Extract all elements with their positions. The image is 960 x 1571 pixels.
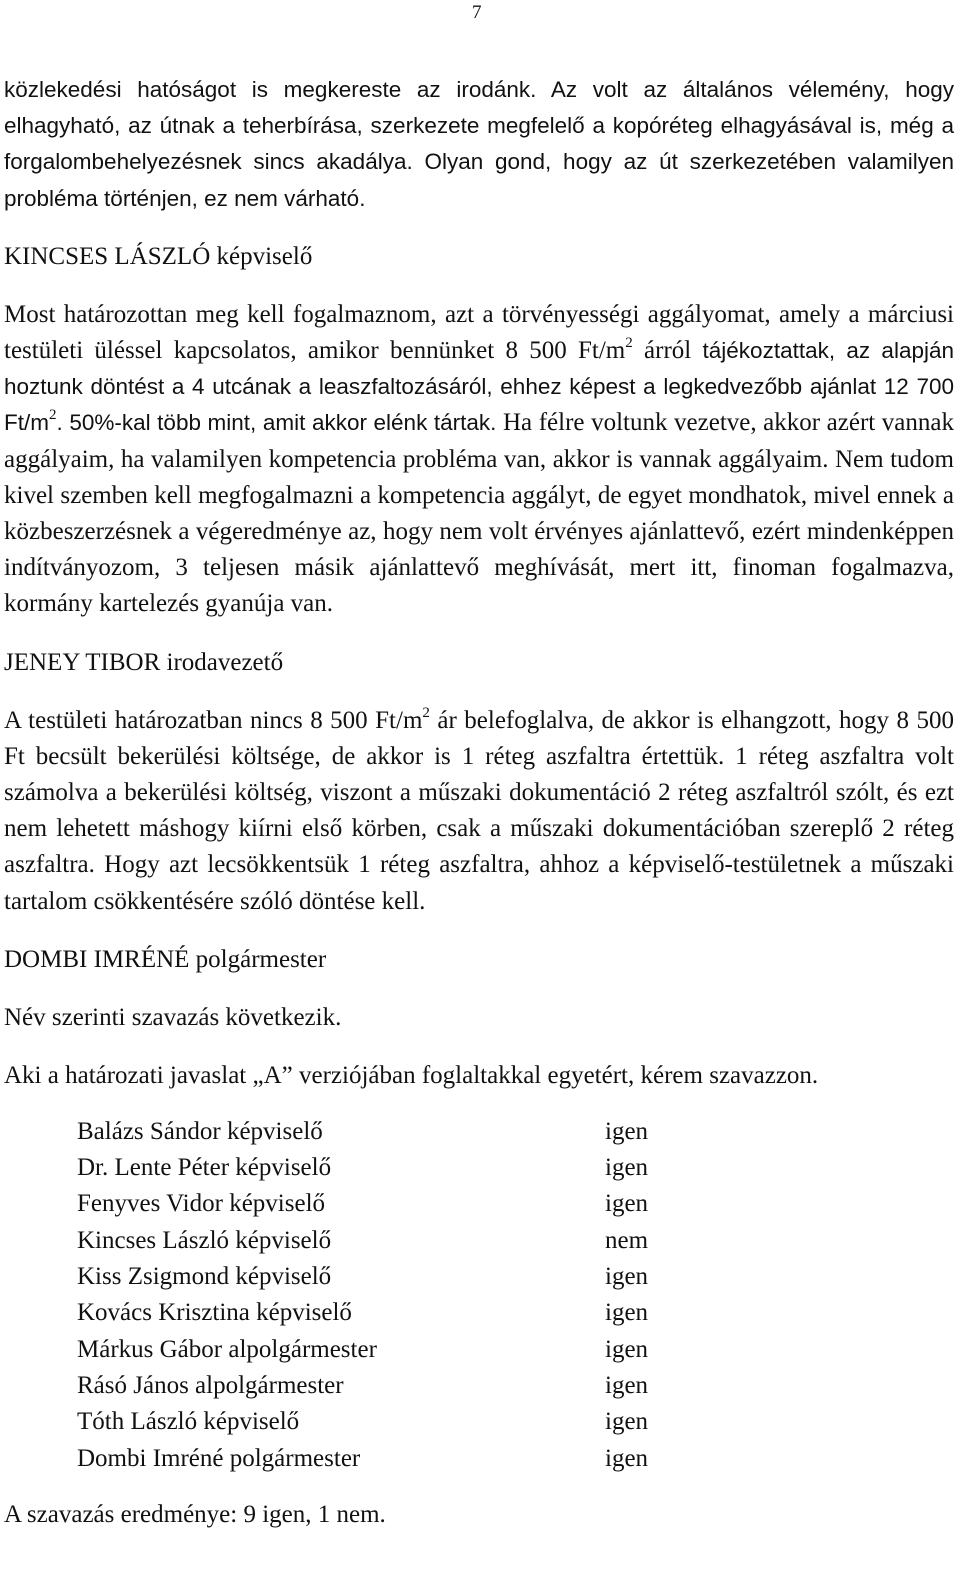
voter-name: Márkus Gábor alpolgármester: [77, 1335, 377, 1363]
vote-row: [77, 1441, 648, 1477]
vote-row: [77, 1223, 648, 1259]
jeney-superscript-1: 2: [422, 704, 430, 721]
kincses-text-d: . 50%-kal több mint, amit akkor elénk tártak.: [56, 410, 497, 436]
vote-row: [77, 1332, 648, 1368]
vote-value: igen: [605, 1444, 649, 1472]
kincses-text-e: Ha félre voltunk vezetve, akkor azért vannak aggályaim, ha valamilyen kompetencia probléma van, akkor is vannak aggályaim. Nem tudom kivel szemben kell megfogalmazni a kompetencia aggályt, de egyet mondhatok, mivel ennek a közbeszerzésnek a végeredménye az, hogy nem volt érvényes ajánlattevő, ezért mindenképpen indítványozom, 3 teljesen másik ajánlattevő meghívását, mert itt, finoman fogalmazva, kormány kartelezés gyanúja van.: [4, 409, 954, 618]
vote-value: igen: [605, 1154, 649, 1182]
vote-value: igen: [605, 1117, 649, 1145]
intro-paragraph: [4, 72, 954, 217]
vote-value: igen: [605, 1371, 649, 1399]
kincses-superscript-1: 2: [625, 334, 633, 351]
vote-value: igen: [605, 1190, 649, 1218]
vote-row: [77, 1368, 648, 1404]
jeney-text-b: ár belefoglalva, de akkor is elhangzott, hogy 8 500 Ft becsült bekerülési költsége, de akkor is 1 réteg aszfaltra értettük. 1 réteg aszfaltra volt számolva a bekerülési költség, viszont a műszaki dokumentáció 2 réteg aszfaltról szólt, és ezt nem lehetett máshogy kiírni első körben, csak a műszaki dokumentációban szereplő 2 réteg aszfaltra. Hogy azt lecsökkentsük 1 réteg aszfaltra, ahhoz a képviselő-testületnek a műszaki tartalom csökkentésére szóló döntése kell.: [4, 706, 954, 915]
voter-name: Rásó János alpolgármester: [77, 1371, 344, 1399]
speaker-jeney-paragraph: [4, 703, 954, 920]
vote-row: [77, 1259, 648, 1295]
speaker-kincses-heading: KINCSES LÁSZLÓ képviselő: [4, 242, 313, 270]
speaker-kincses-paragraph: [4, 297, 954, 623]
voter-name: Fenyves Vidor képviselő: [77, 1190, 326, 1218]
voter-name: Kincses László képviselő: [77, 1226, 332, 1254]
vote-row: [77, 1404, 648, 1440]
vote-table: [77, 1114, 648, 1477]
vote-value: igen: [605, 1335, 649, 1363]
page-number: 7: [472, 2, 482, 23]
intro-text-part2: Olyan gond, hogy az út szerkezetében valamilyen probléma történjen, ez nem várható.: [4, 149, 954, 211]
vote-row: [77, 1114, 648, 1150]
voter-name: Dr. Lente Péter képviselő: [77, 1154, 332, 1182]
voter-name: Tóth László képviselő: [77, 1408, 300, 1436]
dombi-line-2: Aki a határozati javaslat „A” verziójában foglaltakkal egyetért, kérem szavazzon.: [4, 1061, 819, 1089]
speaker-jeney-heading: JENEY TIBOR irodavezető: [4, 648, 284, 676]
vote-value: nem: [605, 1226, 649, 1254]
voter-name: Kovács Krisztina képviselő: [77, 1299, 352, 1327]
kincses-text-b: árról: [632, 337, 703, 365]
dombi-line-1: Név szerinti szavazás következik.: [4, 1003, 342, 1031]
speaker-dombi-heading: DOMBI IMRÉNÉ polgármester: [4, 945, 327, 973]
kincses-text-c: tájékoztattak, az alapján hoztunk döntést a 4 utcának a leaszfaltozásáról, ehhez képest a legkedvezőbb ajánlat 12 700 Ft/m: [4, 338, 954, 436]
vote-value: igen: [605, 1263, 649, 1291]
kincses-superscript-2: 2: [49, 407, 57, 424]
vote-result: A szavazás eredménye: 9 igen, 1 nem.: [4, 1500, 386, 1528]
voter-name: Dombi Imréné polgármester: [77, 1444, 361, 1472]
voter-name: Kiss Zsigmond képviselő: [77, 1263, 332, 1291]
jeney-text-a: A testületi határozatban nincs 8 500 Ft/m: [4, 706, 423, 734]
intro-text-part1: közlekedési hatóságot is megkereste az irodánk. Az volt az általános vélemény, hogy elhagyható, az útnak a teherbírása, szerkezete megfelelő a kopóréteg elhagyásával is, még a forgalombehelyezésnek sincs akadálya.: [4, 77, 954, 175]
voter-name: Balázs Sándor képviselő: [77, 1117, 323, 1145]
vote-row: [77, 1150, 648, 1186]
vote-row: [77, 1186, 648, 1222]
vote-value: igen: [605, 1408, 649, 1436]
kincses-text-a: Most határozottan meg kell fogalmaznom, azt a törvényességi aggályomat, amely a márciusi testületi üléssel kapcsolatos, amikor bennünket 8 500 Ft/m: [4, 300, 954, 365]
document-body: [4, 72, 954, 1533]
vote-value: igen: [605, 1299, 649, 1327]
vote-row: [77, 1295, 648, 1331]
